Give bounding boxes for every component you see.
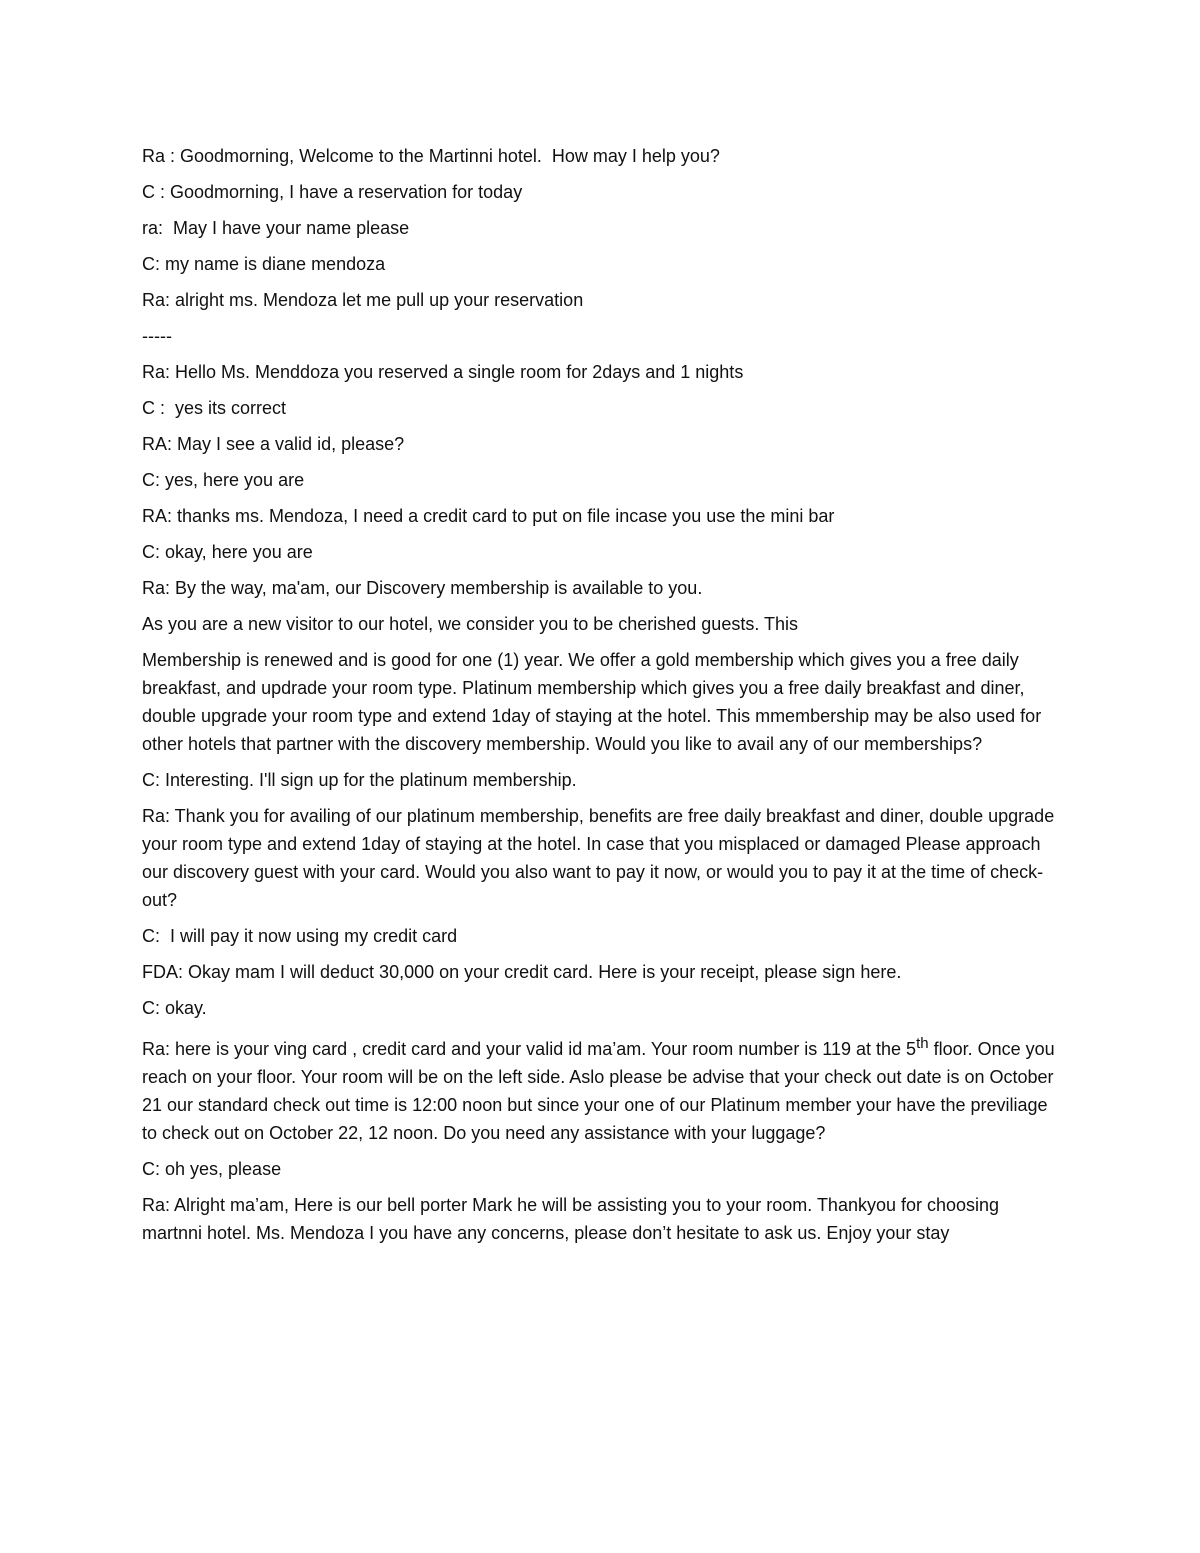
dialogue-line: RA: thanks ms. Mendoza, I need a credit card to put on file incase you use the mini bar (142, 506, 835, 526)
dialogue-line: C: okay, here you are (142, 542, 313, 562)
section-divider: ----- (142, 326, 172, 346)
dialogue-line: Ra: By the way, ma'am, our Discovery membership is available to you. (142, 578, 703, 598)
dialogue-line: ra: May I have your name please (142, 218, 410, 238)
room-info-text-after: floor. Once you reach on your floor. Your room will be on the left side. Aslo please be advise that your check out date is on October 21 our standard check out time is 12:00 noon but since your one of our Platinum member your have the previliage to check out on October 22, 12 noon. Do you need any assistance with your luggage? (142, 1039, 1055, 1143)
dialogue-line: C: oh yes, please (142, 1159, 282, 1179)
dialogue-body (142, 142, 1062, 1255)
room-info-text-before: Ra: here is your ving card , credit card and your valid id ma’am. Your room number is 119 at the 5 (142, 1039, 917, 1059)
membership-paragraph: Membership is renewed and is good for one (1) year. We offer a gold membership which gives you a free daily breakfast, and updrade your room type. Platinum membership which gives you a free daily breakfast and diner, double upgrade your room type and extend 1day of staying at the hotel. This mmembership may be also used for other hotels that partner with the discovery membership. Would you like to avail any of our memberships? (142, 650, 1047, 754)
dialogue-line: FDA: Okay mam I will deduct 30,000 on your credit card. Here is your receipt, please sign here. (142, 962, 902, 982)
dialogue-line: C: Interesting. I'll sign up for the platinum membership. (142, 770, 577, 790)
dialogue-line: C: my name is diane mendoza (142, 254, 386, 274)
dialogue-line: Ra: alright ms. Mendoza let me pull up your reservation (142, 290, 584, 310)
floor-ordinal-suffix: th (916, 1035, 929, 1052)
dialogue-line: Ra: Hello Ms. Menddoza you reserved a single room for 2days and 1 nights (142, 362, 744, 382)
dialogue-line: RA: May I see a valid id, please? (142, 434, 405, 454)
dialogue-line: C : yes its correct (142, 398, 287, 418)
dialogue-line: C: okay. (142, 998, 207, 1018)
dialogue-line: C: I will pay it now using my credit card (142, 926, 458, 946)
dialogue-line: As you are a new visitor to our hotel, we consider you to be cherished guests. This (142, 614, 799, 634)
dialogue-line: C : Goodmorning, I have a reservation for today (142, 182, 523, 202)
closing-paragraph: Ra: Alright ma’am, Here is our bell porter Mark he will be assisting you to your room. Thankyou for choosing martnni hotel. Ms. Mendoza I you have any concerns, please don’t hesitate to ask us. Enjoy your stay (142, 1195, 1005, 1243)
dialogue-line: C: yes, here you are (142, 470, 305, 490)
dialogue-line: Ra : Goodmorning, Welcome to the Martinni hotel. How may I help you? (142, 146, 720, 166)
room-info-paragraph (142, 1030, 1062, 1147)
benefits-paragraph: Ra: Thank you for availing of our platinum membership, benefits are free daily breakfast and diner, double upgrade your room type and extend 1day of staying at the hotel. In case that you misplaced or damaged Please approach our discovery guest with your card. Would you also want to pay it now, or would you to pay it at the time of check-out? (142, 806, 1060, 910)
